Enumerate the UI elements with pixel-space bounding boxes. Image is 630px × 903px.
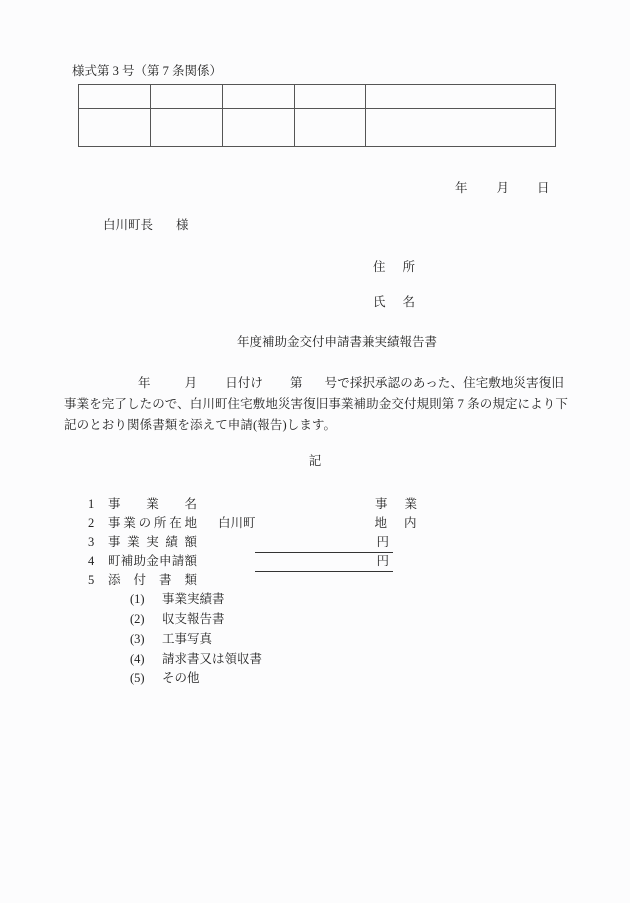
table-cell xyxy=(151,109,223,147)
date-day-label: 日 xyxy=(537,181,550,195)
attachment-number: (2) xyxy=(130,612,145,626)
body-paragraph xyxy=(64,373,574,436)
body-line-3: 記のとおり関係書類を添えて申請(報告)します。 xyxy=(64,418,337,432)
header-table-row xyxy=(79,109,556,147)
header-table xyxy=(78,84,556,147)
header-table-row xyxy=(79,85,556,109)
list-item-project-name xyxy=(0,495,630,514)
document-title: 年度補助金交付申請書兼実績報告書 xyxy=(237,335,438,349)
item-right-label: 事業 xyxy=(375,497,417,511)
attachment-number: (4) xyxy=(130,652,145,666)
item-number: 1 xyxy=(88,497,95,511)
amount-underline xyxy=(255,533,393,553)
list-item-attachments xyxy=(0,571,630,590)
item-number: 5 xyxy=(88,573,95,587)
date-line xyxy=(455,179,550,198)
attachment-label: 請求書又は領収書 xyxy=(162,652,263,666)
body-line-2: 事業を完了したので、白川町住宅敷地災害復旧事業補助金交付規則第 7 条の規定により下 xyxy=(64,397,568,411)
unit-label: 円 xyxy=(376,554,389,568)
table-cell xyxy=(295,109,366,147)
amount-underline xyxy=(255,552,393,572)
attachment-item xyxy=(0,610,630,629)
table-cell xyxy=(79,109,151,147)
name-field-label: 氏名 xyxy=(373,295,415,309)
unit-label: 円 xyxy=(376,535,389,549)
attachment-number: (1) xyxy=(130,592,145,606)
item-right-label: 地内 xyxy=(374,516,417,530)
attachment-item xyxy=(0,650,630,669)
attachment-number: (3) xyxy=(130,632,145,646)
item-number: 2 xyxy=(88,516,95,530)
notation-ki: 記 xyxy=(308,454,322,468)
form-number-label: 様式第 3 号（第 7 条関係） xyxy=(72,64,223,78)
attachment-item xyxy=(0,669,630,688)
attachment-label: 工事写真 xyxy=(162,632,213,646)
address-field-label: 住所 xyxy=(373,260,415,274)
body-month-label: 月 xyxy=(184,376,198,390)
attachment-item xyxy=(0,630,630,649)
attachment-label: 事業実績書 xyxy=(162,592,225,606)
table-cell xyxy=(223,85,295,109)
item-label: 添付書類 xyxy=(108,573,197,587)
item-number: 3 xyxy=(88,535,95,549)
item-number: 4 xyxy=(88,554,95,568)
date-month-label: 月 xyxy=(496,181,510,195)
addressee-line xyxy=(103,216,189,235)
body-line-1-text: 号で採択承認のあった、住宅敷地災害復旧 xyxy=(324,376,564,390)
attachment-item xyxy=(0,590,630,609)
list-item-actual-amount xyxy=(0,533,630,553)
body-line-1 xyxy=(64,373,574,394)
attachment-label: 収支報告書 xyxy=(162,612,225,626)
attachment-number: (5) xyxy=(130,671,145,685)
list-item-project-location xyxy=(0,514,630,533)
addressee-name: 白川町長 xyxy=(103,218,154,232)
item-label: 事業名 xyxy=(108,497,197,511)
table-cell xyxy=(223,109,295,147)
item-label: 事業実績額 xyxy=(108,535,197,549)
table-cell xyxy=(79,85,151,109)
table-cell xyxy=(366,109,556,147)
addressee-honorific: 様 xyxy=(176,218,189,232)
body-number-prefix: 第 xyxy=(290,376,303,390)
body-year-label: 年 xyxy=(138,376,151,390)
table-cell xyxy=(366,85,556,109)
list-item-subsidy-amount xyxy=(0,552,630,572)
item-label: 事業の所在地 xyxy=(108,516,197,530)
date-year-label: 年 xyxy=(455,181,468,195)
item-label: 町補助金申請額 xyxy=(108,554,197,568)
item-value: 白川町 xyxy=(218,516,256,530)
table-cell xyxy=(295,85,366,109)
table-cell xyxy=(151,85,223,109)
body-day-suffix: 日付け xyxy=(225,376,264,390)
attachment-label: その他 xyxy=(162,671,200,685)
